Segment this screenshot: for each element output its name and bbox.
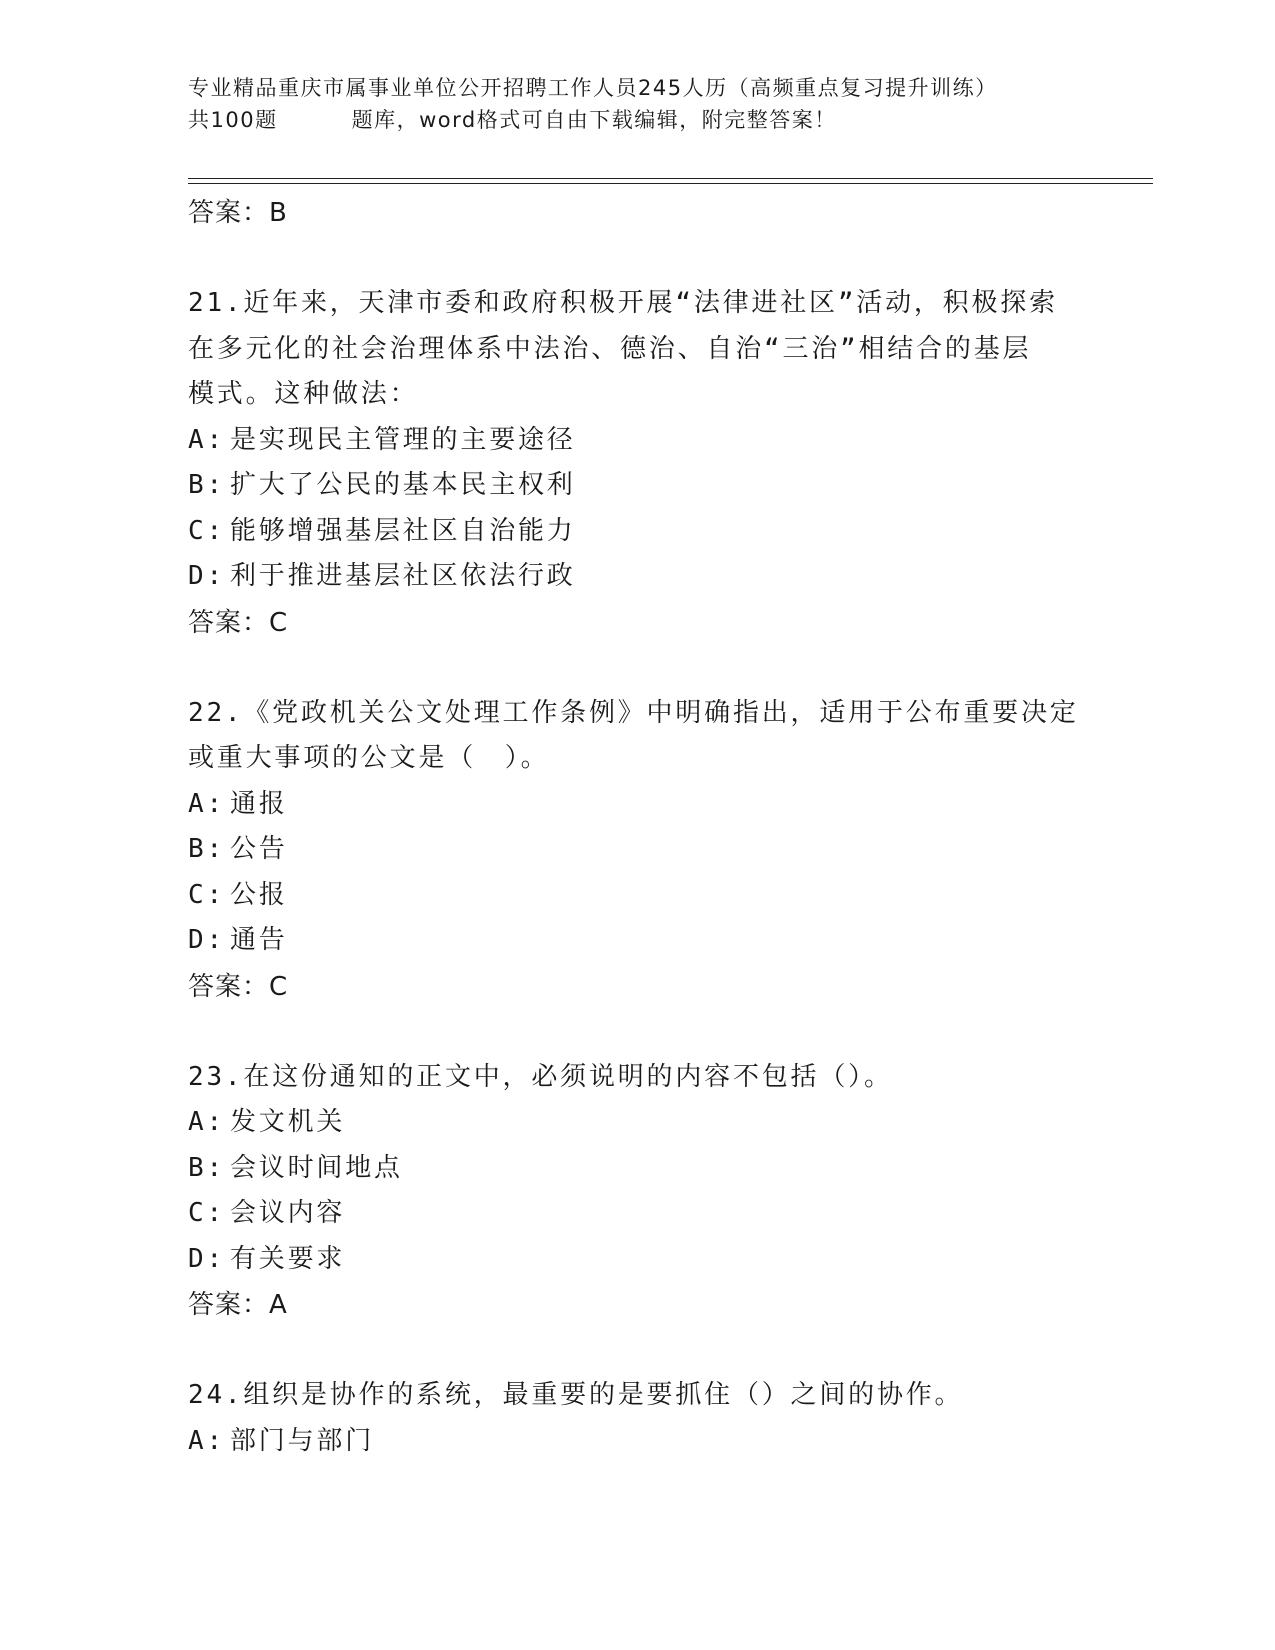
question-22-line-1: 22.《党政机关公文处理工作条例》中明确指出，适用于公布重要决定 — [188, 697, 1079, 728]
question-22-answer: 答案：C — [188, 971, 289, 1002]
question-23-answer: 答案：A — [188, 1290, 288, 1320]
question-21-option-c: C: 能够增强基层社区自治能力 — [188, 515, 576, 546]
question-24 — [188, 1373, 1088, 1464]
question-21-option-d: D: 利于推进基层社区依法行政 — [188, 561, 576, 591]
question-21-option-a: A: 是实现民主管理的主要途径 — [188, 424, 576, 455]
question-23-option-a: A: 发文机关 — [188, 1107, 346, 1137]
answer-previous — [188, 190, 1088, 236]
question-22-option-c: C: 公报 — [188, 879, 288, 910]
question-21-answer: 答案：C — [188, 607, 289, 638]
header-description: 题库，word格式可自由下载编辑，附完整答案！ — [351, 108, 837, 132]
question-22-option-b: B: 公告 — [188, 834, 288, 864]
question-22 — [188, 691, 1088, 1010]
question-23-line-1: 23.在这份通知的正文中，必须说明的内容不包括（）。 — [188, 1061, 893, 1092]
question-21-option-b: B: 扩大了公民的基本民主权利 — [188, 470, 576, 500]
question-22-line-2: 或重大事项的公文是（ ）。 — [188, 743, 550, 773]
question-23-option-b: B: 会议时间地点 — [188, 1152, 403, 1183]
question-23 — [188, 1055, 1088, 1329]
question-21 — [188, 281, 1088, 646]
header-subtitle-line — [188, 104, 1088, 136]
question-24-option-a: A: 部门与部门 — [188, 1425, 375, 1456]
question-21-line-3: 模式。这种做法： — [188, 379, 419, 409]
header-rule-top — [188, 178, 1153, 179]
header-rule-bottom — [188, 183, 1153, 184]
question-21-line-1: 21.近年来，天津市委和政府积极开展“法律进社区”活动，积极探索 — [188, 288, 1058, 318]
question-23-option-c: C: 会议内容 — [188, 1198, 346, 1228]
question-21-line-2: 在多元化的社会治理体系中法治、德治、自治“三治”相结合的基层 — [188, 333, 1032, 364]
question-22-option-a: A: 通报 — [188, 788, 288, 819]
page-header — [188, 72, 1088, 136]
question-content — [188, 190, 1088, 1464]
answer-value: B — [269, 198, 288, 228]
header-count: 共100题 — [188, 108, 278, 132]
question-22-option-d: D: 通告 — [188, 925, 288, 955]
header-title-line: 专业精品重庆市属事业单位公开招聘工作人员245人历（高频重点复习提升训练） — [188, 76, 998, 100]
question-23-option-d: D: 有关要求 — [188, 1243, 346, 1274]
answer-label: 答案： — [188, 198, 270, 228]
question-24-line-1: 24.组织是协作的系统，最重要的是要抓住（）之间的协作。 — [188, 1380, 964, 1410]
